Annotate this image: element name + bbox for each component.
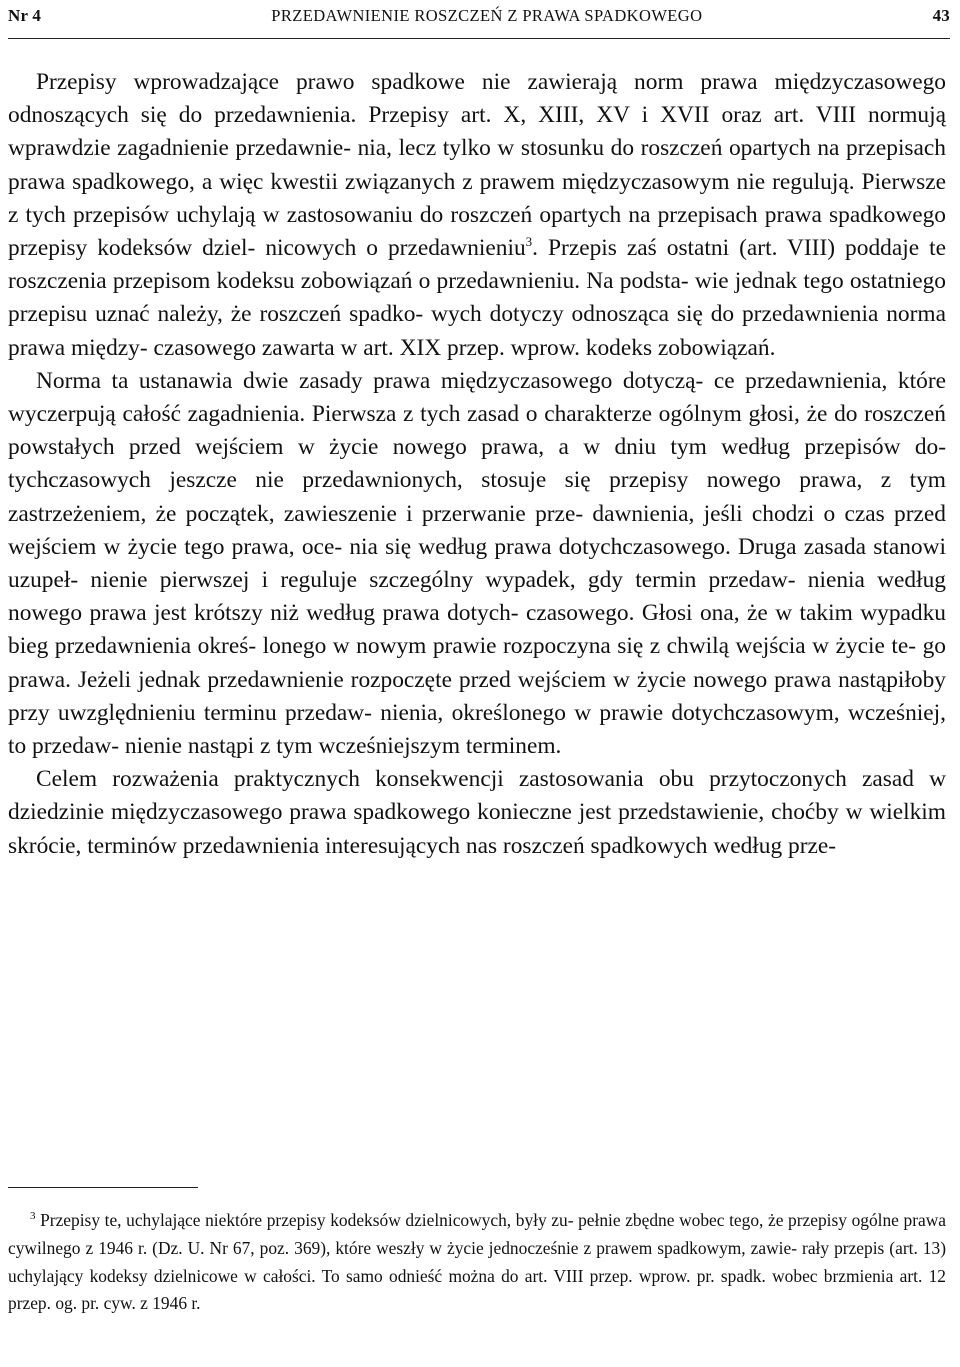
footnote-rule: [8, 1187, 198, 1188]
running-header: [8, 4, 950, 28]
page-number: 43: [932, 6, 950, 25]
footnote-marker: 3: [30, 1210, 36, 1223]
paragraph-1: [8, 66, 946, 365]
footnote-paragraph: [8, 1207, 946, 1318]
footnote-reference: 3: [525, 234, 533, 250]
paragraph-1-text-continued: . Przepis zaś ostatni (art. VIII) poddaje te roszczenia przepisom kodeksu zobowiązań o przedawnieniu. Na podsta- wie jednak tego ostatniego przepisu uznać należy, że roszczeń spadko- wych dotyczy odnosząca się do przedawnienia norma prawa między- czasowego zawarta w art. XIX przep. wprow. kodeks zobowiązań.: [8, 235, 946, 361]
paragraph-2: Norma ta ustanawia dwie zasady prawa międzyczasowego dotyczą- ce przedawnienia, które wyczerpują całość zagadnienia. Pierwsza z tych zasad o charakterze ogólnym głosi, że do roszczeń powstałych przed wejściem w życie nowego prawa, a w dniu tym według przepisów do- tychczasowych jeszcze nie przedawnionych, stosuje się przepisy nowego prawa, z tym zastrzeżeniem, że początek, zawieszenie i przerwanie prze- dawnienia, jeśli chodzi o czas przed wejściem w życie tego prawa, oce- nia się według prawa dotychczasowego. Druga zasada stanowi uzupeł- nienie pierwszej i reguluje szczególny wypadek, gdy termin przedaw- nienia według nowego prawa jest krótszy niż według prawa dotych- czasowego. Głosi ona, że w takim wypadku bieg przedawnienia okreś- lonego w nowym prawie rozpoczyna się z chwilą wejścia w życie te- go prawa. Jeżeli jednak przedawnienie rozpoczęte przed wejściem w życie nowego prawa nastąpiłoby przy uwzględnieniu terminu przedaw- nienia, określonego w prawie dotychczasowym, wcześniej, to przedaw- nienie nastąpi z tym wcześniejszym terminem.: [8, 367, 946, 760]
paragraph-1-text: Przepisy wprowadzające prawo spadkowe nie zawierają norm prawa międzyczasowego odnoszących się do przedawnienia. Przepisy art. X, XIII, XV i XVII oraz art. VIII normują wprawdzie zagadnienie przedawnie- nia, lecz tylko w stosunku do roszczeń opartych na przepisach prawa spadkowego, a więc kwestii związanych z prawem międzyczasowym nie regulują. Pierwsze z tych przepisów uchylają w zastosowaniu do roszczeń opartych na przepisach prawa spadkowego przepisy kodeksów dziel- nicowych o przedawnieniu: [8, 69, 946, 262]
paragraph-3: Celem rozważenia praktycznych konsekwencji zastosowania obu przytoczonych zasad w dziedzinie międzyczasowego prawa spadkowego konieczne jest przedstawienie, choćby w wielkim skrócie, terminów przedawnienia interesujących nas roszczeń spadkowych według prze-: [8, 766, 946, 859]
issue-number: Nr 4: [8, 6, 42, 25]
footnote: [8, 1207, 946, 1318]
main-text: [8, 66, 946, 863]
running-title: PRZEDAWNIENIE ROSZCZEŃ Z PRAWA SPADKOWEGO: [271, 6, 703, 25]
header-rule: [8, 38, 950, 39]
footnote-text: Przepisy te, uchylające niektóre przepisy kodeksów dzielnicowych, były zu- pełnie zbędne wobec tego, że przepisy ogólne prawa cywilnego z 1946 r. (Dz. U. Nr 67, poz. 369), które weszły w życie jednocześnie z prawem spadkowym, zawie- rały przepis (art. 13) uchylający kodeksy dzielnicowe w całości. To samo odnieść można do art. VIII przep. wprow. pr. spadk. wobec brzmienia art. 12 przep. og. pr. cyw. z 1946 r.: [8, 1210, 946, 1314]
